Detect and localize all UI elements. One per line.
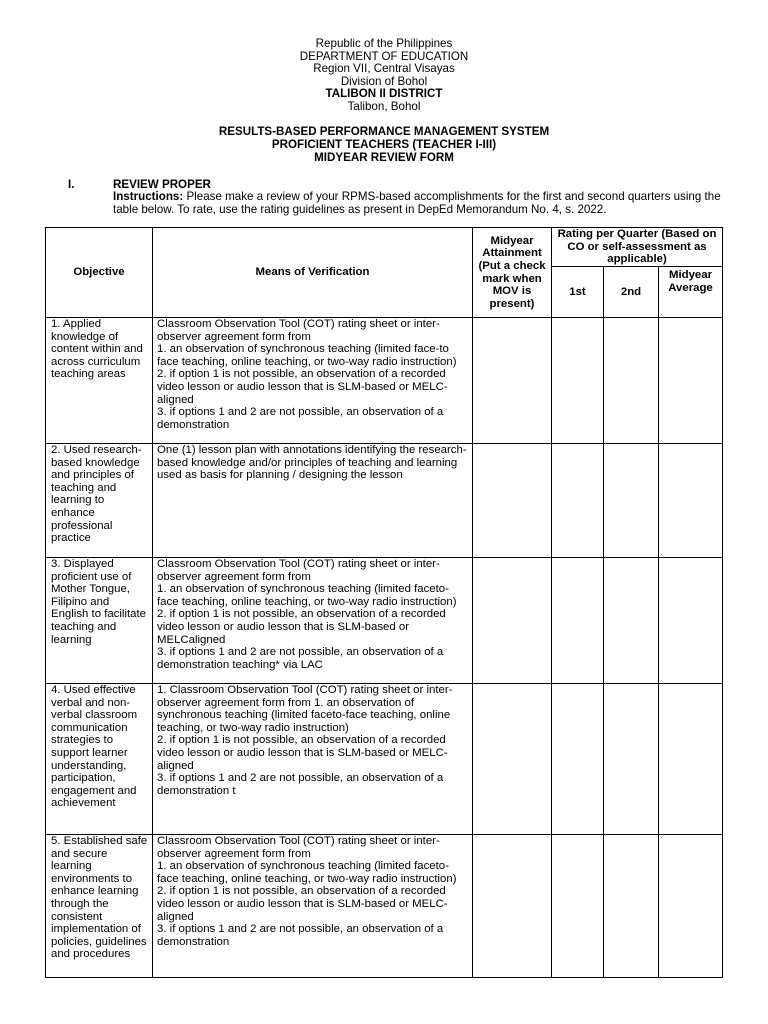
objective-cell: 2. Used research-based knowledge and principles of teaching and learning to enhance professional practice [46, 444, 153, 558]
instructions [113, 191, 725, 217]
header-location: Talibon, Bohol [347, 99, 421, 113]
form-titles [0, 126, 768, 164]
attainment-cell[interactable] [473, 444, 552, 558]
title-form: MIDYEAR REVIEW FORM [314, 150, 454, 164]
section-title: REVIEW PROPER [113, 178, 211, 191]
header-department: DEPARTMENT OF EDUCATION [299, 49, 469, 63]
rating-q1-cell[interactable] [552, 444, 604, 558]
table-row [46, 444, 723, 558]
header-rating: Rating per Quarter (Based on CO or self-assessment as applicable) [552, 228, 723, 267]
rating-q1-cell[interactable] [552, 835, 604, 978]
rating-q1-cell[interactable] [552, 558, 604, 684]
mov-cell: Classroom Observation Tool (COT) rating sheet or inter-observer agreement form from 1. an observation of synchronous teaching (limited faceto-face teaching, online teaching, or two-way radio instruction) 2. if option 1 is not possible, an observation of a recorded video lesson or audio lesson that is SLM-based or MELCaligned 3. if options 1 and 2 are not possible, an observation of a demonstration teaching* via LAC [153, 558, 473, 684]
instructions-text: Please make a review of your RPMS-based accomplishments for the first and second quarters using the table below. To rate, use the rating guidelines as present in DepEd Memorandum No. 4, s. 2022. [113, 190, 721, 216]
header-average: Midyear Average [659, 267, 723, 318]
mov-cell: Classroom Observation Tool (COT) rating sheet or inter-observer agreement form from 1. an observation of synchronous teaching (limited faceto-face teaching, online teaching, or two-way radio instruction) 2. if option 1 is not possible, an observation of a recorded video lesson or audio lesson that is SLM-based or MELC-aligned 3. if options 1 and 2 are not possible, an observation of a demonstration [153, 835, 473, 978]
objective-cell: 5. Established safe and secure learning environments to enhance learning through the consistent implementation of policies, guidelines and procedures [46, 835, 153, 978]
mov-cell: 1. Classroom Observation Tool (COT) rating sheet or inter-observer agreement form from 1. an observation of synchronous teaching (limited faceto-face teaching, online teaching, or two-way radio instruction) 2. if option 1 is not possible, an observation of a recorded video lesson or audio lesson that is SLM-based or MELC-aligned 3. if options 1 and 2 are not possible, an observation of a demonstration t [153, 684, 473, 835]
rating-q1-cell[interactable] [552, 318, 604, 444]
objective-cell: 1. Applied knowledge of content within and across curriculum teaching areas [46, 318, 153, 444]
objective-cell: 4. Used effective verbal and non-verbal classroom communication strategies to support learner understanding, participation, engagement and achievement [46, 684, 153, 835]
title-teachers: PROFICIENT TEACHERS (TEACHER I-III) [271, 137, 497, 151]
table-row [46, 835, 723, 978]
attainment-cell[interactable] [473, 318, 552, 444]
section-number: I. [68, 178, 75, 191]
attainment-cell[interactable] [473, 684, 552, 835]
midyear-average-cell[interactable] [659, 558, 723, 684]
mov-cell: One (1) lesson plan with annotations identifying the research-based knowledge and/or principles of teaching and learning used as basis for planning / designing the lesson [153, 444, 473, 558]
header-q2: 2nd [604, 267, 659, 318]
rating-q2-cell[interactable] [604, 318, 659, 444]
title-system: RESULTS-BASED PERFORMANCE MANAGEMENT SYSTEM [218, 125, 550, 138]
table-row [46, 684, 723, 835]
rating-q2-cell[interactable] [604, 444, 659, 558]
header-attainment: Midyear Attainment (Put a check mark when MOV is present) [473, 228, 552, 318]
rating-q2-cell[interactable] [604, 835, 659, 978]
header-mov: Means of Verification [153, 228, 473, 318]
header-q1: 1st [552, 267, 604, 318]
header-objective: Objective [46, 228, 153, 318]
table-row [46, 558, 723, 684]
rating-q2-cell[interactable] [604, 558, 659, 684]
midyear-average-cell[interactable] [659, 444, 723, 558]
rating-q1-cell[interactable] [552, 684, 604, 835]
letterhead [0, 38, 768, 114]
review-table [45, 227, 723, 978]
midyear-average-cell[interactable] [659, 684, 723, 835]
attainment-cell[interactable] [473, 835, 552, 978]
header-republic: Republic of the Philippines [315, 37, 453, 50]
mov-cell: Classroom Observation Tool (COT) rating sheet or inter-observer agreement form from 1. an observation of synchronous teaching (limited face-to face teaching, online teaching, or two-way radio instruction) 2. if option 1 is not possible, an observation of a recorded video lesson or audio lesson that is SLM-based or MELC-aligned 3. if options 1 and 2 are not possible, an observation of a demonstration [153, 318, 473, 444]
midyear-average-cell[interactable] [659, 835, 723, 978]
instructions-label: Instructions: [113, 190, 184, 203]
midyear-average-cell[interactable] [659, 318, 723, 444]
header-district: TALIBON II DISTRICT [325, 87, 443, 101]
table-row [46, 318, 723, 444]
rating-q2-cell[interactable] [604, 684, 659, 835]
attainment-cell[interactable] [473, 558, 552, 684]
header-division: Division of Bohol [340, 74, 428, 88]
objective-cell: 3. Displayed proficient use of Mother Tongue, Filipino and English to facilitate teaching and learning [46, 558, 153, 684]
header-region: Region VII, Central Visayas [313, 62, 455, 76]
